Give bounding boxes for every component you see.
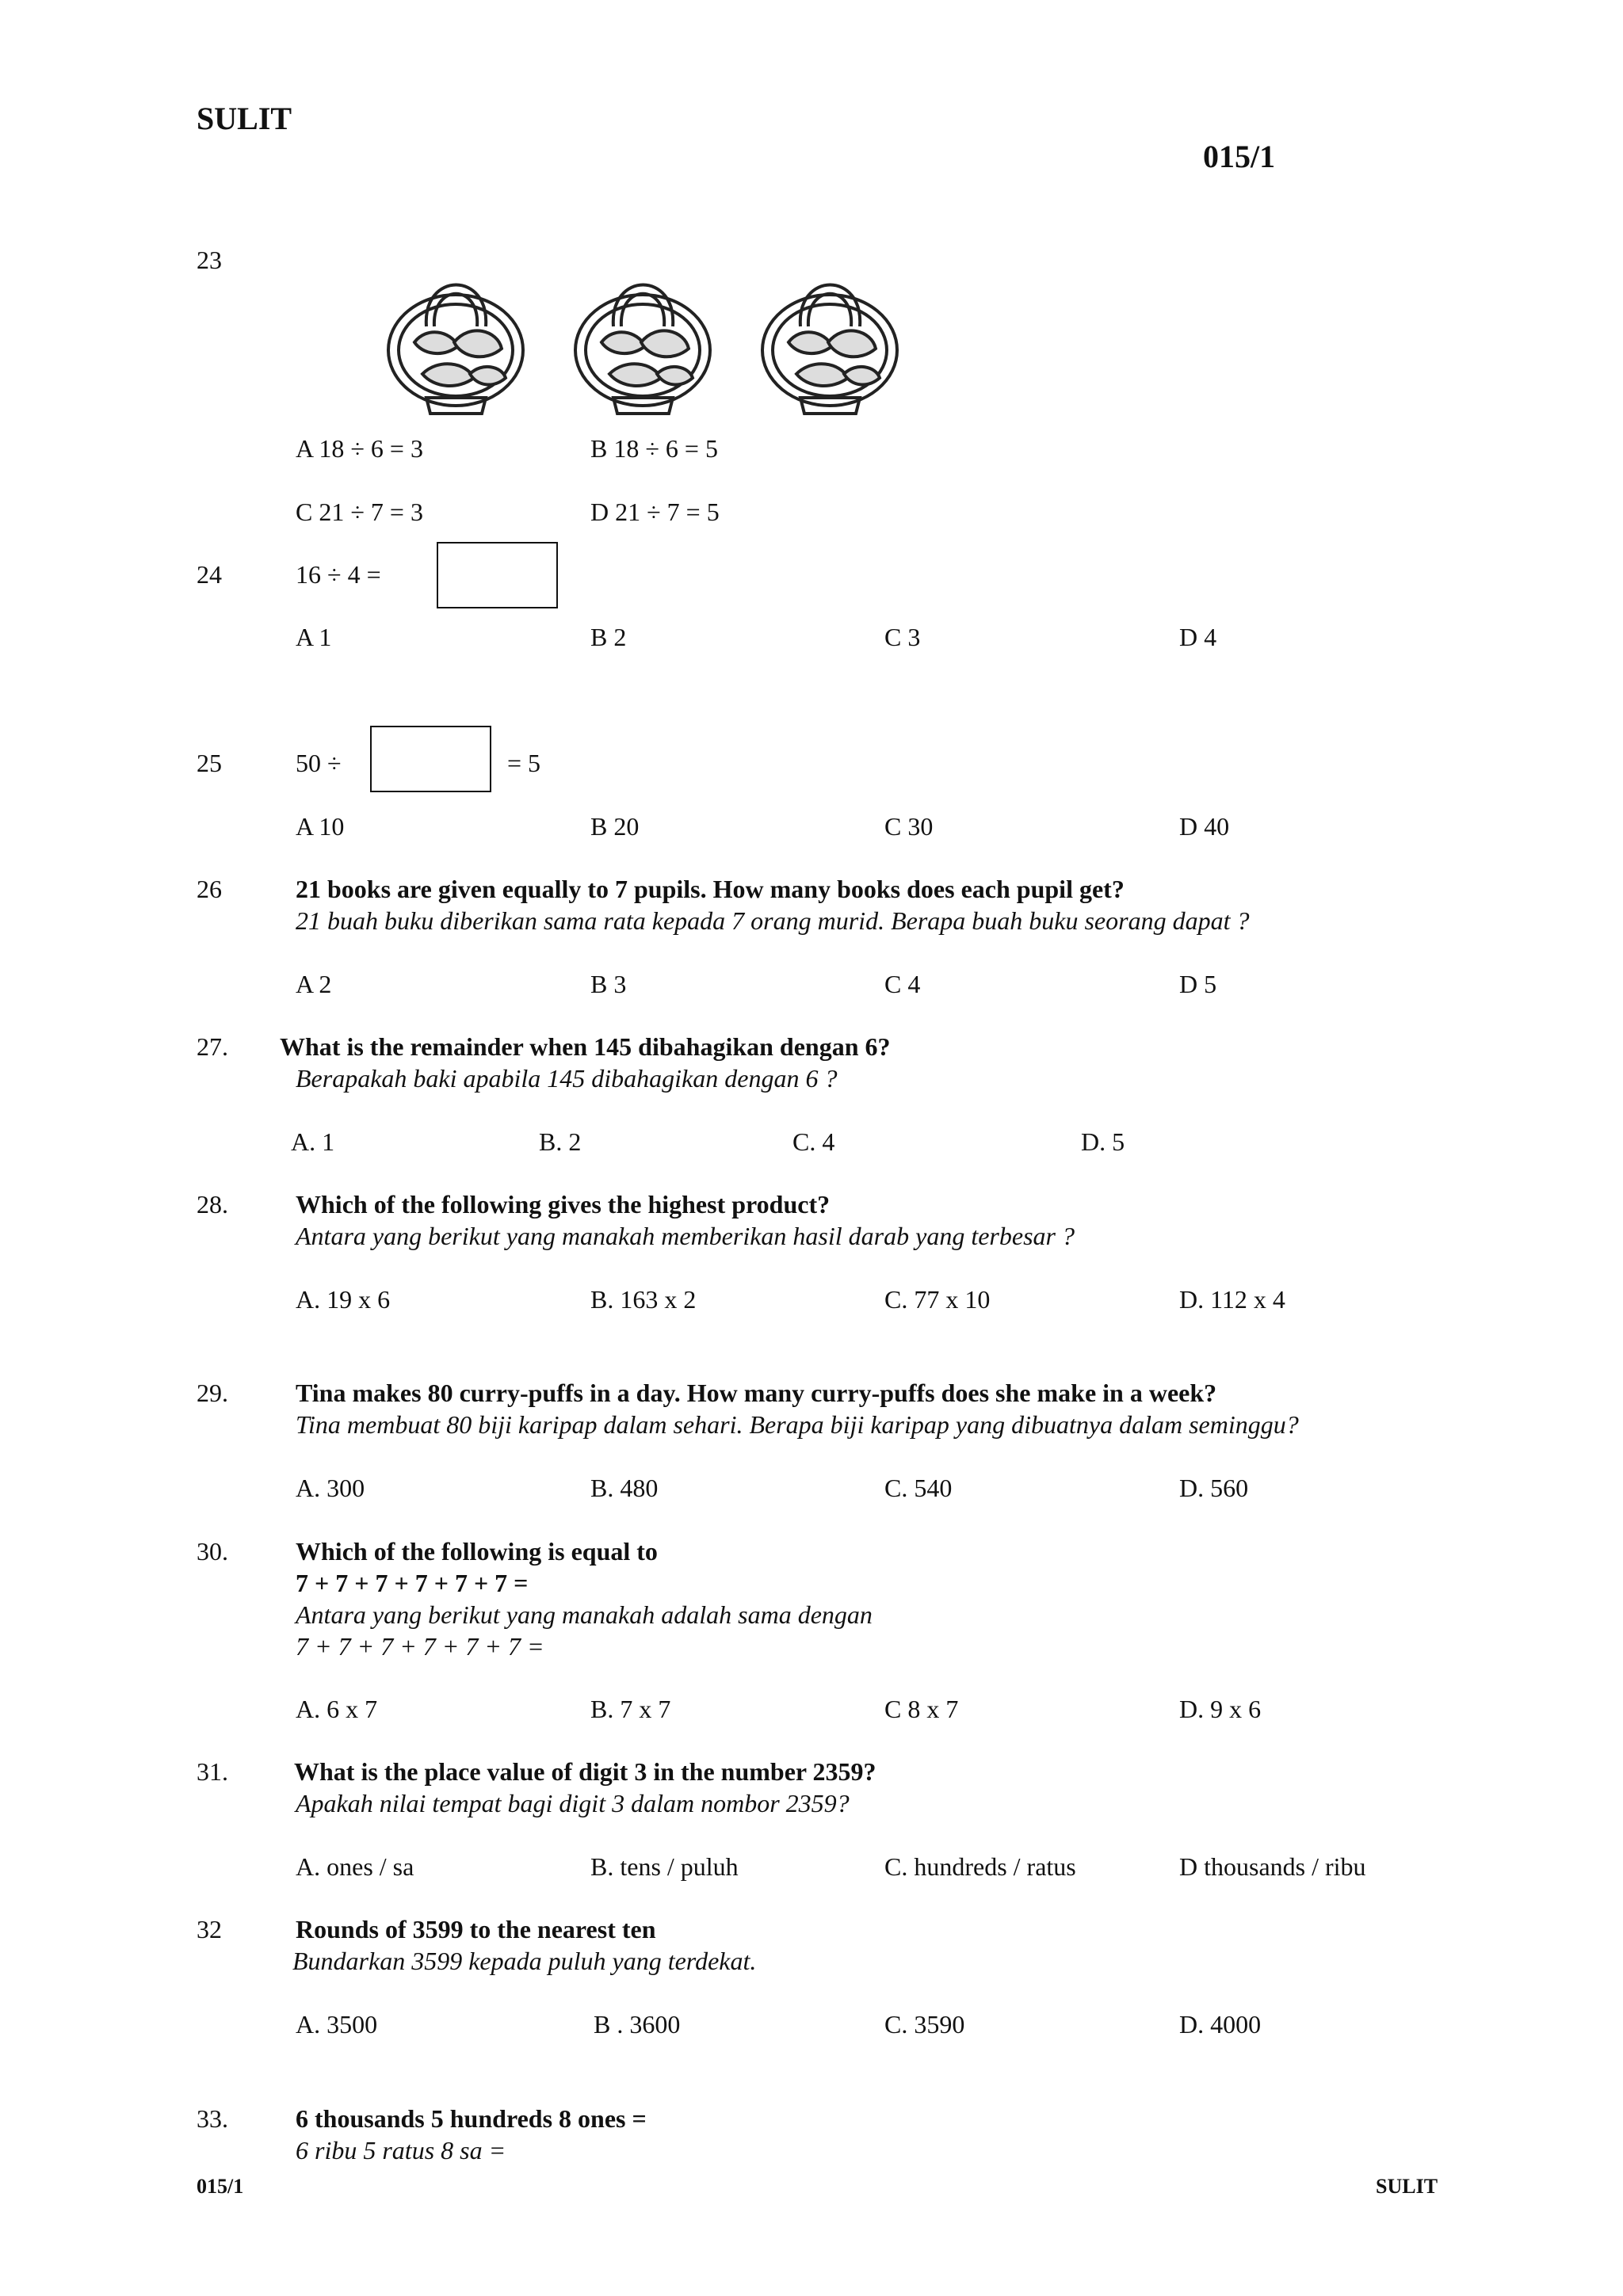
- question-number: 23: [197, 246, 222, 274]
- answer-box[interactable]: [437, 542, 558, 608]
- option-b[interactable]: B. 7 x 7: [590, 1695, 671, 1723]
- option-b[interactable]: B. 163 x 2: [590, 1285, 697, 1314]
- option-c[interactable]: C. 540: [884, 1474, 953, 1502]
- header-sulit: SULIT: [197, 101, 292, 136]
- question-text-ms: Antara yang berikut yang manakah adalah sama dengan: [296, 1600, 873, 1629]
- option-c[interactable]: C 8 x 7: [884, 1695, 959, 1723]
- option-a[interactable]: A. ones / sa: [296, 1852, 414, 1881]
- option-d[interactable]: D 5: [1179, 970, 1217, 998]
- question-expression-ms: 7 + 7 + 7 + 7 + 7 + 7 =: [296, 1632, 544, 1661]
- option-b[interactable]: B. tens / puluh: [590, 1852, 739, 1881]
- option-c[interactable]: C 4: [884, 970, 921, 998]
- question-text-en: Tina makes 80 curry-puffs in a day. How many curry-puffs does she make in a week?: [296, 1379, 1217, 1407]
- option-b[interactable]: B 3: [590, 970, 627, 998]
- basket-icon: [379, 255, 533, 425]
- question-expression-en: 7 + 7 + 7 + 7 + 7 + 7 =: [296, 1569, 529, 1597]
- basket-icon: [566, 255, 720, 425]
- option-b[interactable]: B . 3600: [594, 2010, 681, 2039]
- option-b[interactable]: B. 480: [590, 1474, 659, 1502]
- option-b[interactable]: B 2: [590, 623, 627, 651]
- header-paper-code: 015/1: [1203, 139, 1276, 174]
- option-d[interactable]: D. 560: [1179, 1474, 1249, 1502]
- option-d[interactable]: D 4: [1179, 623, 1217, 651]
- option-d[interactable]: D 40: [1179, 812, 1230, 841]
- option-d[interactable]: D. 5: [1081, 1127, 1125, 1156]
- question-text-en: What is the remainder when 145 dibahagikan dengan 6?: [280, 1032, 891, 1061]
- option-a[interactable]: A. 3500: [296, 2010, 378, 2039]
- question-text-en: 6 thousands 5 hundreds 8 ones =: [296, 2104, 647, 2133]
- option-a[interactable]: A. 19 x 6: [296, 1285, 391, 1314]
- question-text-ms: Bundarkan 3599 kepada puluh yang terdekat.: [292, 1947, 757, 1975]
- option-d[interactable]: D. 112 x 4: [1179, 1285, 1285, 1314]
- question-number: 27.: [197, 1032, 228, 1061]
- question-number: 32: [197, 1915, 222, 1943]
- option-a[interactable]: A 2: [296, 970, 332, 998]
- option-c[interactable]: C. 77 x 10: [884, 1285, 991, 1314]
- basket-icon: [753, 255, 907, 425]
- question-text-en: Which of the following gives the highest product?: [296, 1190, 831, 1219]
- question-text-ms: Berapakah baki apabila 145 dibahagikan dengan 6 ?: [296, 1064, 838, 1093]
- option-c[interactable]: C. 3590: [884, 2010, 965, 2039]
- question-text-en: Which of the following is equal to: [296, 1537, 658, 1566]
- answer-box[interactable]: [370, 726, 491, 792]
- option-a[interactable]: A. 300: [296, 1474, 365, 1502]
- option-d[interactable]: D. 4000: [1179, 2010, 1262, 2039]
- question-text-ms: Tina membuat 80 biji karipap dalam sehari. Berapa biji karipap yang dibuatnya dalam seminggu?: [296, 1410, 1299, 1439]
- option-a[interactable]: A 18 ÷ 6 = 3: [296, 434, 423, 463]
- question-number: 28.: [197, 1190, 228, 1219]
- question-text-en: Rounds of 3599 to the nearest ten: [296, 1915, 656, 1943]
- question-number: 30.: [197, 1537, 228, 1566]
- question-number: 29.: [197, 1379, 228, 1407]
- question-text-ms: 21 buah buku diberikan sama rata kepada 7 orang murid. Berapa buah buku seorang dapat ?: [296, 906, 1250, 935]
- footer-paper-code: 015/1: [197, 2175, 244, 2198]
- question-text-ms: 6 ribu 5 ratus 8 sa =: [296, 2136, 506, 2164]
- question-text-en: What is the place value of digit 3 in the number 2359?: [294, 1757, 876, 1786]
- option-b[interactable]: B 20: [590, 812, 640, 841]
- question-number: 26: [197, 875, 222, 903]
- expression: 16 ÷ 4 =: [296, 560, 381, 589]
- option-c[interactable]: C 3: [884, 623, 921, 651]
- expression-left: 50 ÷: [296, 749, 342, 777]
- option-a[interactable]: A. 6 x 7: [296, 1695, 378, 1723]
- option-a[interactable]: A 1: [296, 623, 332, 651]
- question-number: 33.: [197, 2104, 228, 2133]
- question-number: 25: [197, 749, 222, 777]
- option-c[interactable]: C 30: [884, 812, 934, 841]
- option-d[interactable]: D 21 ÷ 7 = 5: [590, 498, 720, 526]
- option-c[interactable]: C. hundreds / ratus: [884, 1852, 1076, 1881]
- expression-right: = 5: [507, 749, 541, 777]
- option-c[interactable]: C. 4: [792, 1127, 835, 1156]
- option-d[interactable]: D thousands / ribu: [1179, 1852, 1366, 1881]
- option-b[interactable]: B 18 ÷ 6 = 5: [590, 434, 718, 463]
- option-a[interactable]: A. 1: [291, 1127, 335, 1156]
- option-d[interactable]: D. 9 x 6: [1179, 1695, 1262, 1723]
- footer-sulit: SULIT: [1376, 2175, 1438, 2198]
- question-text-ms: Antara yang berikut yang manakah memberikan hasil darab yang terbesar ?: [296, 1222, 1075, 1250]
- option-b[interactable]: B. 2: [539, 1127, 582, 1156]
- question-number: 31.: [197, 1757, 228, 1786]
- question-text-en: 21 books are given equally to 7 pupils. How many books does each pupil get?: [296, 875, 1125, 903]
- option-c[interactable]: C 21 ÷ 7 = 3: [296, 498, 423, 526]
- question-text-ms: Apakah nilai tempat bagi digit 3 dalam nombor 2359?: [296, 1789, 850, 1817]
- option-a[interactable]: A 10: [296, 812, 345, 841]
- question-number: 24: [197, 560, 222, 589]
